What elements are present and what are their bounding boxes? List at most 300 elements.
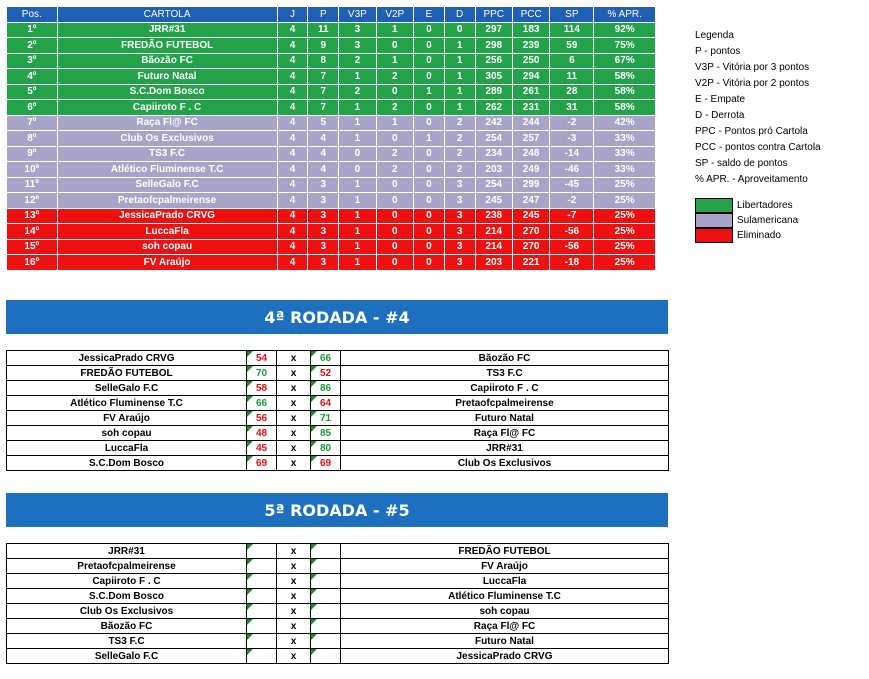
standings-row — [7, 38, 656, 54]
standings-cell: -46 — [550, 162, 594, 178]
legend-zone-swatch — [695, 198, 733, 213]
standings-cell: 0 — [413, 177, 444, 193]
standings-cell: 183 — [512, 22, 549, 38]
standings-cell: 4 — [277, 53, 308, 69]
standings-cell: 0 — [376, 131, 413, 147]
standings-cell: 9º — [7, 146, 58, 162]
home-score: 69 — [247, 456, 277, 471]
standings-cell: 254 — [475, 177, 512, 193]
standings-cell: 25% — [594, 177, 656, 193]
standings-header-cell: PPC — [475, 7, 512, 23]
standings-cell: 203 — [475, 255, 512, 271]
home-team: TS3 F.C — [7, 634, 247, 649]
standings-header-cell: J — [277, 7, 308, 23]
standings-row — [7, 131, 656, 147]
standings-header-cell: P — [308, 7, 339, 23]
home-score: 56 — [247, 411, 277, 426]
versus-label: x — [277, 544, 311, 559]
home-score: 48 — [247, 426, 277, 441]
match-row — [7, 426, 669, 441]
standings-cell: 4º — [7, 69, 58, 85]
away-score: 66 — [311, 351, 341, 366]
standings-cell: 0 — [376, 208, 413, 224]
standings-cell: 25% — [594, 224, 656, 240]
standings-cell: 67% — [594, 53, 656, 69]
standings-row — [7, 162, 656, 178]
team-name: Atlético Fluminense T.C — [57, 162, 277, 178]
standings-cell: 0 — [376, 38, 413, 54]
standings-cell: 0 — [376, 84, 413, 100]
standings-cell: 0 — [413, 224, 444, 240]
standings-cell: 3 — [444, 239, 475, 255]
standings-cell: 25% — [594, 193, 656, 209]
standings-row — [7, 208, 656, 224]
away-score — [311, 619, 341, 634]
standings-cell: 250 — [512, 53, 549, 69]
standings-cell: 203 — [475, 162, 512, 178]
standings-cell: 2º — [7, 38, 58, 54]
away-team: Futuro Natal — [341, 634, 669, 649]
team-name: JRR#31 — [57, 22, 277, 38]
standings-cell: 4 — [277, 255, 308, 271]
versus-label: x — [277, 559, 311, 574]
standings-cell: 11 — [308, 22, 339, 38]
versus-label: x — [277, 619, 311, 634]
legend-item: % APR. - Aproveitamento — [695, 174, 808, 185]
standings-cell: 58% — [594, 84, 656, 100]
home-team: JRR#31 — [7, 544, 247, 559]
standings-cell: 261 — [512, 84, 549, 100]
standings-cell: -56 — [550, 224, 594, 240]
standings-row — [7, 255, 656, 271]
standings-cell: 33% — [594, 146, 656, 162]
standings-cell: 75% — [594, 38, 656, 54]
standings-cell: 3 — [308, 224, 339, 240]
standings-cell: 28 — [550, 84, 594, 100]
home-team: S.C.Dom Bosco — [7, 589, 247, 604]
standings-cell: 2 — [376, 162, 413, 178]
standings-cell: 3º — [7, 53, 58, 69]
standings-cell: -2 — [550, 193, 594, 209]
standings-row — [7, 22, 656, 38]
match-row — [7, 411, 669, 426]
legend — [695, 28, 821, 188]
away-team: Bãozão FC — [341, 351, 669, 366]
standings-cell: 0 — [413, 193, 444, 209]
team-name: Club Os Exclusivos — [57, 131, 277, 147]
standings-cell: 5º — [7, 84, 58, 100]
standings-cell: 4 — [277, 162, 308, 178]
standings-cell: 1 — [339, 100, 376, 116]
team-name: FREDÃO FUTEBOL — [57, 38, 277, 54]
standings-cell: 1 — [339, 208, 376, 224]
standings-cell: 2 — [339, 53, 376, 69]
away-team: JRR#31 — [341, 441, 669, 456]
away-score: 85 — [311, 426, 341, 441]
standings-cell: 289 — [475, 84, 512, 100]
standings-cell: 5 — [308, 115, 339, 131]
standings-cell: 4 — [277, 177, 308, 193]
standings-cell: 2 — [444, 146, 475, 162]
home-score — [247, 634, 277, 649]
standings-cell: 1º — [7, 22, 58, 38]
standings-cell: 245 — [475, 193, 512, 209]
standings-cell: 42% — [594, 115, 656, 131]
standings-cell: 3 — [308, 239, 339, 255]
standings-cell: 8 — [308, 53, 339, 69]
standings-cell: 1 — [444, 84, 475, 100]
standings-cell: 3 — [444, 208, 475, 224]
standings-cell: 3 — [444, 255, 475, 271]
match-row — [7, 544, 669, 559]
versus-label: x — [277, 366, 311, 381]
home-team: Capiiroto F . C — [7, 574, 247, 589]
standings-cell: 25% — [594, 239, 656, 255]
standings-header-cell: PCC — [512, 7, 549, 23]
standings-cell: 1 — [444, 53, 475, 69]
standings-cell: 2 — [444, 131, 475, 147]
home-team: Bãozão FC — [7, 619, 247, 634]
standings-cell: 0 — [376, 224, 413, 240]
standings-cell: 58% — [594, 100, 656, 116]
standings-header-cell: V3P — [339, 7, 376, 23]
standings-cell: 294 — [512, 69, 549, 85]
legend-item: SP - saldo de pontos — [695, 158, 788, 169]
standings-cell: 0 — [376, 255, 413, 271]
standings-cell: 4 — [308, 162, 339, 178]
away-score — [311, 589, 341, 604]
standings-cell: 2 — [444, 115, 475, 131]
standings-cell: 9 — [308, 38, 339, 54]
standings-cell: 4 — [277, 239, 308, 255]
standings-cell: 4 — [277, 84, 308, 100]
standings-row — [7, 100, 656, 116]
standings-cell: 1 — [339, 131, 376, 147]
home-score — [247, 559, 277, 574]
away-score — [311, 559, 341, 574]
team-name: LuccaFla — [57, 224, 277, 240]
standings-cell: 6 — [550, 53, 594, 69]
standings-cell: 4 — [277, 224, 308, 240]
home-team: FREDÃO FUTEBOL — [7, 366, 247, 381]
standings-row — [7, 115, 656, 131]
versus-label: x — [277, 441, 311, 456]
standings-cell: 257 — [512, 131, 549, 147]
standings-cell: 1 — [339, 193, 376, 209]
away-score — [311, 634, 341, 649]
standings-header-cell: Pos. — [7, 7, 58, 23]
standings-header-cell: CARTOLA — [57, 7, 277, 23]
standings-cell: 4 — [308, 146, 339, 162]
standings-cell: 214 — [475, 239, 512, 255]
standings-cell: 299 — [512, 177, 549, 193]
match-row — [7, 351, 669, 366]
home-team: FV Araújo — [7, 411, 247, 426]
standings-cell: 3 — [444, 177, 475, 193]
standings-cell: 3 — [339, 22, 376, 38]
home-score — [247, 619, 277, 634]
away-team: JessicaPrado CRVG — [341, 649, 669, 664]
standings-cell: 3 — [444, 224, 475, 240]
match-row — [7, 604, 669, 619]
standings-cell: 0 — [413, 69, 444, 85]
legend-zone — [695, 213, 798, 228]
standings-cell: 244 — [512, 115, 549, 131]
standings-table — [6, 6, 656, 271]
away-score: 86 — [311, 381, 341, 396]
standings-cell: 270 — [512, 239, 549, 255]
standings-cell: 4 — [308, 131, 339, 147]
standings-row — [7, 146, 656, 162]
standings-cell: -56 — [550, 239, 594, 255]
standings-cell: 1 — [339, 255, 376, 271]
home-team: JessicaPrado CRVG — [7, 351, 247, 366]
standings-cell: 0 — [376, 239, 413, 255]
home-score — [247, 649, 277, 664]
legend-item: PPC - Pontos pró Cartola — [695, 126, 808, 137]
standings-cell: 1 — [339, 115, 376, 131]
legend-zone-label: Sulamericana — [737, 215, 799, 226]
away-team: Capiiroto F . C — [341, 381, 669, 396]
standings-cell: 1 — [444, 38, 475, 54]
standings-cell: 59 — [550, 38, 594, 54]
standings-header — [7, 7, 656, 23]
standings-cell: 1 — [339, 239, 376, 255]
standings-header-cell: SP — [550, 7, 594, 23]
home-team: LuccaFla — [7, 441, 247, 456]
round4-matches — [6, 350, 669, 471]
standings-cell: 4 — [277, 22, 308, 38]
standings-cell: 1 — [376, 53, 413, 69]
away-score: 64 — [311, 396, 341, 411]
legend-zones — [695, 198, 798, 243]
home-score — [247, 574, 277, 589]
away-team: Atlético Fluminense T.C — [341, 589, 669, 604]
standings-cell: 0 — [413, 38, 444, 54]
match-row — [7, 619, 669, 634]
home-score: 58 — [247, 381, 277, 396]
team-name: FV Araújo — [57, 255, 277, 271]
versus-label: x — [277, 604, 311, 619]
legend-zone-label: Libertadores — [737, 200, 793, 211]
standings-cell: 4 — [277, 208, 308, 224]
versus-label: x — [277, 351, 311, 366]
standings-cell: 234 — [475, 146, 512, 162]
legend-item: PCC - pontos contra Cartola — [695, 142, 821, 153]
standings-cell: 3 — [308, 255, 339, 271]
legend-item: E - Empate — [695, 94, 746, 105]
standings-cell: 247 — [512, 193, 549, 209]
standings-cell: -45 — [550, 177, 594, 193]
away-score — [311, 574, 341, 589]
standings-header-cell: V2P — [376, 7, 413, 23]
standings-cell: 245 — [512, 208, 549, 224]
match-row — [7, 366, 669, 381]
away-team: LuccaFla — [341, 574, 669, 589]
standings-cell: 1 — [339, 177, 376, 193]
standings-header-cell: E — [413, 7, 444, 23]
standings-cell: 231 — [512, 100, 549, 116]
away-score: 71 — [311, 411, 341, 426]
home-team: S.C.Dom Bosco — [7, 456, 247, 471]
standings-cell: 7 — [308, 100, 339, 116]
match-row — [7, 634, 669, 649]
legend-item: V2P - Vitória por 2 pontos — [695, 78, 810, 89]
standings-cell: 4 — [277, 131, 308, 147]
versus-label: x — [277, 589, 311, 604]
standings-cell: 221 — [512, 255, 549, 271]
standings-cell: 6º — [7, 100, 58, 116]
standings-cell: 14º — [7, 224, 58, 240]
versus-label: x — [277, 426, 311, 441]
legend-zone — [695, 198, 798, 213]
standings-cell: 0 — [339, 162, 376, 178]
versus-label: x — [277, 574, 311, 589]
match-row — [7, 381, 669, 396]
standings-cell: 248 — [512, 146, 549, 162]
standings-cell: 4 — [277, 38, 308, 54]
standings-cell: 3 — [308, 193, 339, 209]
home-score — [247, 544, 277, 559]
versus-label: x — [277, 381, 311, 396]
standings-cell: 0 — [413, 255, 444, 271]
match-row — [7, 574, 669, 589]
standings-cell: 4 — [277, 146, 308, 162]
round4-banner: 4ª RODADA - #4 — [6, 300, 668, 334]
home-team: soh copau — [7, 426, 247, 441]
legend-item: V3P - Vitória por 3 pontos — [695, 62, 810, 73]
team-name: Futuro Natal — [57, 69, 277, 85]
standings-cell: 1 — [376, 22, 413, 38]
standings-cell: -18 — [550, 255, 594, 271]
match-row — [7, 649, 669, 664]
versus-label: x — [277, 411, 311, 426]
round5-banner: 5ª RODADA - #5 — [6, 493, 668, 527]
standings-cell: 15º — [7, 239, 58, 255]
away-team: Club Os Exclusivos — [341, 456, 669, 471]
standings-cell: 33% — [594, 162, 656, 178]
home-team: SelleGalo F.C — [7, 649, 247, 664]
standings-cell: 114 — [550, 22, 594, 38]
standings-cell: 1 — [444, 100, 475, 116]
team-name: Pretaofcpalmeirense — [57, 193, 277, 209]
away-score — [311, 649, 341, 664]
standings-cell: 3 — [308, 177, 339, 193]
versus-label: x — [277, 396, 311, 411]
standings-cell: 33% — [594, 131, 656, 147]
standings-cell: 270 — [512, 224, 549, 240]
standings-cell: 31 — [550, 100, 594, 116]
versus-label: x — [277, 634, 311, 649]
standings-cell: 0 — [413, 22, 444, 38]
legend-zone-swatch — [695, 228, 733, 243]
standings-cell: -14 — [550, 146, 594, 162]
standings-cell: 13º — [7, 208, 58, 224]
home-score — [247, 604, 277, 619]
standings-cell: 0 — [413, 208, 444, 224]
standings-cell: 0 — [339, 146, 376, 162]
away-score: 80 — [311, 441, 341, 456]
match-row — [7, 456, 669, 471]
away-team: Raça Fl@ FC — [341, 619, 669, 634]
standings-cell: 7º — [7, 115, 58, 131]
legend-item: P - pontos — [695, 46, 741, 57]
standings-cell: -2 — [550, 115, 594, 131]
standings-cell: 92% — [594, 22, 656, 38]
match-row — [7, 589, 669, 604]
standings-cell: 8º — [7, 131, 58, 147]
versus-label: x — [277, 649, 311, 664]
standings-cell: 239 — [512, 38, 549, 54]
standings-row — [7, 53, 656, 69]
team-name: Bãozão FC — [57, 53, 277, 69]
standings-cell: 25% — [594, 255, 656, 271]
standings-cell: 1 — [339, 224, 376, 240]
standings-cell: 242 — [475, 115, 512, 131]
standings-cell: 1 — [413, 131, 444, 147]
standings-cell: 4 — [277, 193, 308, 209]
standings-cell: 254 — [475, 131, 512, 147]
standings-cell: 11 — [550, 69, 594, 85]
round5-matches — [6, 543, 669, 664]
standings-cell: 0 — [413, 162, 444, 178]
home-team: SelleGalo F.C — [7, 381, 247, 396]
home-team: Pretaofcpalmeirense — [7, 559, 247, 574]
standings-cell: 238 — [475, 208, 512, 224]
team-name: JessicaPrado CRVG — [57, 208, 277, 224]
away-score: 69 — [311, 456, 341, 471]
standings-cell: 12º — [7, 193, 58, 209]
standings-header-cell: % APR. — [594, 7, 656, 23]
standings-cell: 0 — [413, 146, 444, 162]
standings-cell: 4 — [277, 100, 308, 116]
standings-row — [7, 239, 656, 255]
standings-cell: 7 — [308, 69, 339, 85]
standings-cell: 0 — [413, 53, 444, 69]
standings-cell: 58% — [594, 69, 656, 85]
home-team: Atlético Fluminense T.C — [7, 396, 247, 411]
standings-cell: 11º — [7, 177, 58, 193]
match-row — [7, 559, 669, 574]
away-team: FREDÃO FUTEBOL — [341, 544, 669, 559]
standings-header-cell: D — [444, 7, 475, 23]
team-name: S.C.Dom Bosco — [57, 84, 277, 100]
away-team: TS3 F.C — [341, 366, 669, 381]
standings-cell: 2 — [444, 162, 475, 178]
standings-row — [7, 84, 656, 100]
standings-cell: 0 — [413, 115, 444, 131]
standings-cell: 2 — [376, 100, 413, 116]
standings-cell: 0 — [444, 22, 475, 38]
away-team: Futuro Natal — [341, 411, 669, 426]
home-score: 54 — [247, 351, 277, 366]
standings-cell: 2 — [339, 84, 376, 100]
standings-cell: 10º — [7, 162, 58, 178]
team-name: Capiiroto F . C — [57, 100, 277, 116]
standings-cell: 4 — [277, 69, 308, 85]
home-score: 45 — [247, 441, 277, 456]
standings-cell: 1 — [413, 84, 444, 100]
standings-cell: 16º — [7, 255, 58, 271]
standings-row — [7, 224, 656, 240]
standings-cell: 0 — [413, 100, 444, 116]
team-name: soh copau — [57, 239, 277, 255]
standings-row — [7, 69, 656, 85]
standings-cell: 298 — [475, 38, 512, 54]
versus-label: x — [277, 456, 311, 471]
legend-item: D - Derrota — [695, 110, 745, 121]
away-team: soh copau — [341, 604, 669, 619]
